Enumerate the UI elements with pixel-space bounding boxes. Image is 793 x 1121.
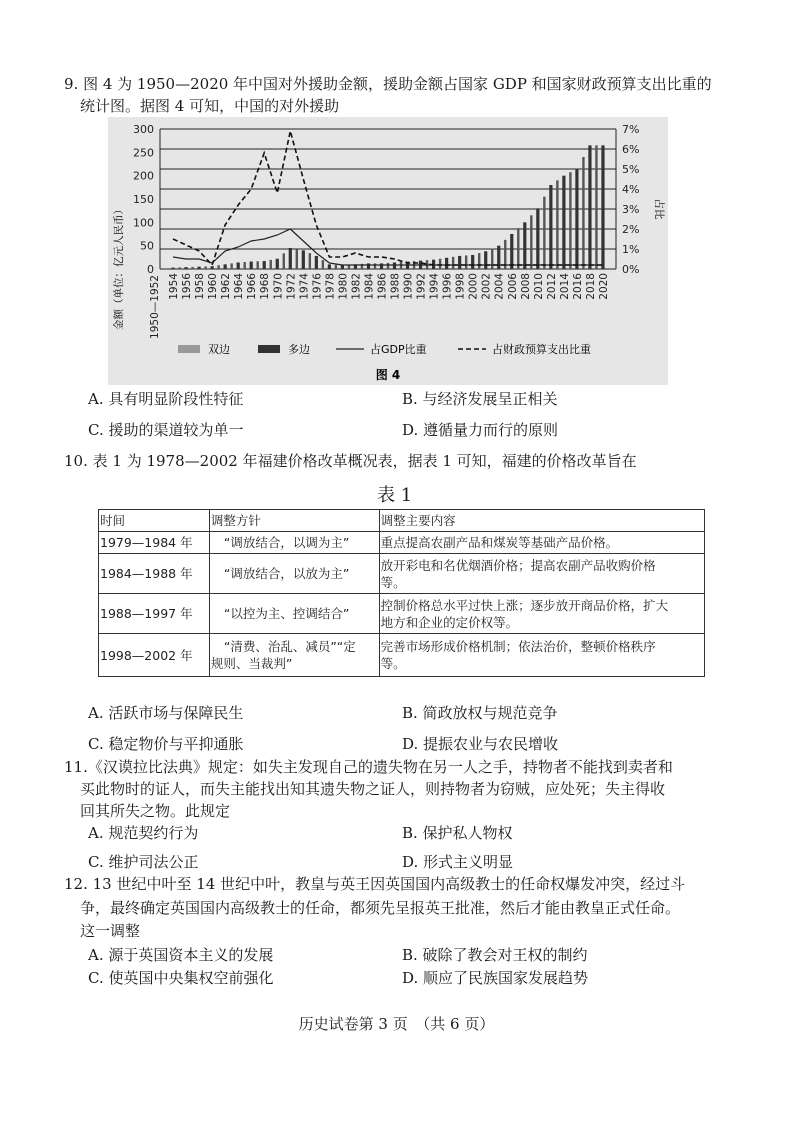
y-tick-label: 150 (133, 193, 154, 206)
cell-time: 1979—1984 年 (99, 532, 210, 554)
x-tick-label: 2012 (545, 273, 558, 300)
header-policy: 调整方针 (209, 510, 379, 532)
x-tick-label: 1980 (337, 273, 350, 300)
y-tick-label: 100 (133, 216, 154, 230)
bar-multilateral (510, 234, 513, 269)
x-tick-label: 1994 (428, 273, 441, 300)
y2-tick-label: 0% (622, 263, 640, 276)
cell-policy (209, 634, 379, 677)
cell-content (379, 594, 704, 634)
cell-content-line: 控制价格总水平过快上涨；逐步放开商品价格，扩大 (380, 597, 669, 613)
q10-option-b[interactable]: B. 简政放权与规范竞争 (402, 704, 558, 722)
bar-multilateral (465, 255, 467, 269)
x-tick-label: 2002 (480, 273, 493, 300)
y2-tick-label: 4% (622, 183, 640, 196)
bar-multilateral (575, 169, 578, 269)
x-tick-label: 2020 (597, 273, 610, 300)
q12-option-b[interactable]: B. 破除了教会对王权的制约 (402, 946, 588, 964)
bar-multilateral (367, 263, 370, 269)
bar-multilateral (478, 253, 480, 269)
cell-content-line: 地方和企业的定价权等。 (380, 614, 519, 630)
x-tick-label: 1998 (454, 273, 467, 300)
q10-option-a[interactable]: A. 活跃市场与保障民生 (88, 704, 244, 722)
q12-stem-line2: 争，最终确定英国国内高级教士的任命，都须先呈报英王批准，然后才能由教皇正式任命。 (80, 899, 681, 917)
bar-multilateral (178, 267, 180, 269)
table-header-row (99, 510, 705, 532)
q9-option-b[interactable]: B. 与经济发展呈正相关 (402, 390, 558, 408)
bar-multilateral (393, 262, 396, 269)
bar-multilateral (569, 172, 571, 269)
bar-multilateral (471, 255, 474, 269)
x-tick-label: 2008 (519, 273, 532, 300)
y2-tick-label: 7% (622, 123, 640, 136)
table-row (99, 532, 705, 554)
q10-option-c[interactable]: C. 稳定物价与平抑通胀 (88, 735, 244, 753)
cell-time: 1984—1988 年 (99, 554, 210, 594)
header-content: 调整主要内容 (379, 510, 704, 532)
cell-content-line: 等。 (380, 656, 406, 671)
y2-tick-label: 3% (622, 203, 640, 216)
x-tick-label: 1960 (207, 273, 220, 300)
x-tick-label: 1956 (181, 273, 194, 300)
x-tick-label: 1984 (363, 273, 376, 300)
y2-tick-label: 5% (622, 163, 640, 176)
header-time: 时间 (99, 510, 210, 532)
x-tick-label: 1958 (194, 273, 207, 300)
bar-multilateral (588, 145, 591, 269)
y-tick-label: 250 (133, 146, 154, 160)
bar-multilateral (243, 262, 245, 269)
x-tick-label: 2004 (493, 273, 506, 300)
chart-legend (178, 342, 591, 356)
x-tick-label: 2000 (467, 273, 480, 300)
x-tick-label: 1962 (220, 273, 233, 300)
q11-stem-line3: 回其所失之物。此规定 (80, 802, 231, 820)
q10-stem: 10. 表 1 为 1978—2002 年福建价格改革概况表，据表 1 可知，福建的价格改革旨在 (64, 452, 637, 470)
y2-tick-label: 1% (622, 243, 640, 256)
x-tick-label: 2018 (584, 273, 597, 300)
bar-multilateral (211, 266, 214, 269)
page-footer: 历史试卷第 3 页 （共 6 页） (298, 1015, 495, 1033)
cell-policy-line: “清费、治乱、减员”“定 (223, 639, 356, 654)
table-1 (98, 509, 705, 677)
q11-stem-line2: 买此物时的证人，而失主能找出知其遗失物之证人，则持物者为窃贼，应处死；失主得收 (80, 780, 666, 798)
bar-multilateral (530, 215, 532, 269)
bar-multilateral (484, 251, 487, 269)
x-tick-label: 1986 (376, 273, 389, 300)
y2-tick-label: 2% (622, 223, 640, 236)
table-1-title: 表 1 (377, 485, 413, 506)
q9-option-a[interactable]: A. 具有明显阶段性特征 (88, 390, 244, 408)
bar-multilateral (517, 228, 519, 269)
bar-multilateral (302, 250, 305, 269)
bar-multilateral (328, 264, 331, 269)
x-tick-label: 1968 (259, 273, 272, 300)
cell-policy: “以控为主、控调结合” (209, 594, 379, 634)
bar-multilateral (191, 267, 193, 269)
cell-content-line: 完善市场形成价格机制；依法治价，整顿价格秩序 (380, 639, 656, 654)
bar-multilateral (458, 256, 461, 269)
bar-multilateral (341, 265, 344, 269)
q11-option-a[interactable]: A. 规范契约行为 (88, 824, 199, 842)
y-tick-label: 50 (140, 239, 154, 253)
bar-multilateral (263, 261, 266, 269)
cell-content-line: 放开彩电和名优烟酒价格；提高农副产品收购价格 (380, 557, 656, 573)
x-tick-label: 1976 (311, 273, 324, 300)
x-tick-label: 1988 (389, 273, 402, 300)
x-tick-label: 1970 (272, 273, 285, 300)
cell-content (379, 554, 704, 594)
bar-multilateral (536, 208, 539, 269)
x-tick-label: 1966 (246, 273, 259, 300)
chart-svg (108, 117, 668, 385)
bar-multilateral (197, 267, 200, 269)
legend-label: 占财政预算支出比重 (492, 343, 591, 356)
x-tick-label: 1992 (415, 273, 428, 300)
bar-multilateral (380, 263, 383, 269)
x-tick-label: 1982 (350, 273, 363, 300)
y-tick-label: 200 (133, 169, 154, 183)
legend-swatch-bilateral (178, 345, 200, 353)
bar-multilateral (257, 261, 259, 269)
y-tick-label: 300 (133, 123, 154, 136)
bar-multilateral (250, 262, 253, 269)
bar-multilateral (601, 145, 604, 269)
x-tick-label: 1950—1952 (149, 275, 161, 339)
chart-title: 图 4 (375, 368, 401, 382)
q11-option-b[interactable]: B. 保护私人物权 (402, 824, 513, 842)
x-tick-label: 2014 (558, 273, 571, 300)
bar-multilateral (322, 260, 324, 269)
q9-stem-line1: 9. 图 4 为 1950—2020 年中国对外援助金额，援助金额占国家 GDP 和国家财政预算支出比重的 (64, 75, 712, 93)
table-row (99, 554, 705, 594)
cell-policy: “调放结合，以调为主” (209, 532, 379, 554)
cell-content-line: 等。 (380, 574, 406, 590)
bar-multilateral (289, 248, 292, 269)
bar-multilateral (224, 264, 227, 269)
q9-stem-line2: 统计图。据图 4 可知，中国的对外援助 (80, 97, 340, 115)
cell-content (379, 634, 704, 677)
bar-multilateral (543, 197, 545, 269)
legend-label: 多边 (288, 343, 310, 356)
bar-multilateral (217, 265, 219, 269)
q12-stem-line1: 12. 13 世纪中叶至 14 世纪中叶，教皇与英王因英国国内高级教士的任命权爆发冲突，经过斗 (64, 875, 686, 893)
x-tick-label: 1954 (168, 273, 181, 300)
y2-tick-label: 6% (622, 143, 640, 156)
cell-time: 1988—1997 年 (99, 594, 210, 634)
bar-multilateral (452, 257, 454, 269)
bar-multilateral (204, 266, 206, 269)
q11-option-c[interactable]: C. 维护司法公正 (88, 853, 199, 871)
figure-4-chart (108, 117, 668, 385)
y-axis-label: 金额（单位：亿元人民币） (113, 204, 125, 330)
bar-multilateral (445, 258, 448, 269)
bar-multilateral (184, 267, 187, 269)
bar-multilateral (171, 268, 174, 269)
legend-label: 占GDP比重 (370, 343, 427, 356)
q11-stem-line1: 11.《汉谟拉比法典》规定：如失主发现自己的遗失物在另一人之手，持物者不能找到卖者和 (64, 758, 673, 776)
x-tick-label: 1996 (441, 273, 454, 300)
q10-option-d[interactable]: D. 提振农业与农民增收 (402, 735, 559, 753)
bar-multilateral (276, 259, 279, 269)
table-row (99, 594, 705, 634)
bar-multilateral (523, 222, 526, 269)
x-tick-label: 1990 (402, 273, 415, 300)
bar-multilateral (309, 253, 311, 269)
x-tick-label: 1978 (324, 273, 337, 300)
x-tick-label: 2016 (571, 273, 584, 300)
x-tick-label: 1972 (285, 273, 298, 300)
y2-axis-label: 占比 (653, 198, 665, 220)
bar-multilateral (296, 249, 298, 269)
bar-multilateral (335, 265, 337, 269)
bar-multilateral (283, 253, 285, 269)
bar-multilateral (562, 176, 565, 269)
bar-multilateral (556, 180, 558, 269)
x-tick-label: 1974 (298, 273, 311, 300)
x-tick-label: 1964 (233, 273, 246, 300)
x-tick-label: 2010 (532, 273, 545, 300)
q12-stem-line3: 这一调整 (80, 922, 141, 940)
y-tick-label: 0 (147, 263, 154, 276)
q11-option-d[interactable]: D. 形式主义明显 (402, 853, 514, 871)
cell-time: 1998—2002 年 (99, 634, 210, 677)
bar-multilateral (270, 260, 272, 269)
bar-multilateral (387, 263, 389, 269)
cell-content: 重点提高农副产品和煤炭等基础产品价格。 (379, 532, 704, 554)
legend-label: 双边 (208, 343, 230, 356)
q9-option-c[interactable]: C. 援助的渠道较为单一 (88, 421, 244, 439)
bar-multilateral (374, 263, 376, 269)
bar-multilateral (439, 259, 441, 269)
bar-multilateral (549, 185, 552, 269)
bar-multilateral (237, 262, 240, 269)
table-row (99, 634, 705, 677)
q12-option-c[interactable]: C. 使英国中央集权空前强化 (88, 969, 274, 987)
bar-multilateral (582, 157, 584, 269)
q12-option-d[interactable]: D. 顺应了民族国家发展趋势 (402, 969, 589, 987)
legend-swatch-multilateral (258, 345, 280, 353)
bar-multilateral (315, 256, 318, 269)
cell-policy: “调放结合，以放为主” (209, 554, 379, 594)
q12-option-a[interactable]: A. 源于英国资本主义的发展 (88, 946, 274, 964)
cell-policy-line: 规则、当裁判” (210, 656, 293, 671)
bar-multilateral (230, 263, 232, 269)
x-tick-label: 2006 (506, 273, 519, 300)
bar-multilateral (491, 248, 493, 269)
bar-multilateral (595, 145, 597, 269)
q9-option-d[interactable]: D. 遵循量力而行的原则 (402, 421, 559, 439)
